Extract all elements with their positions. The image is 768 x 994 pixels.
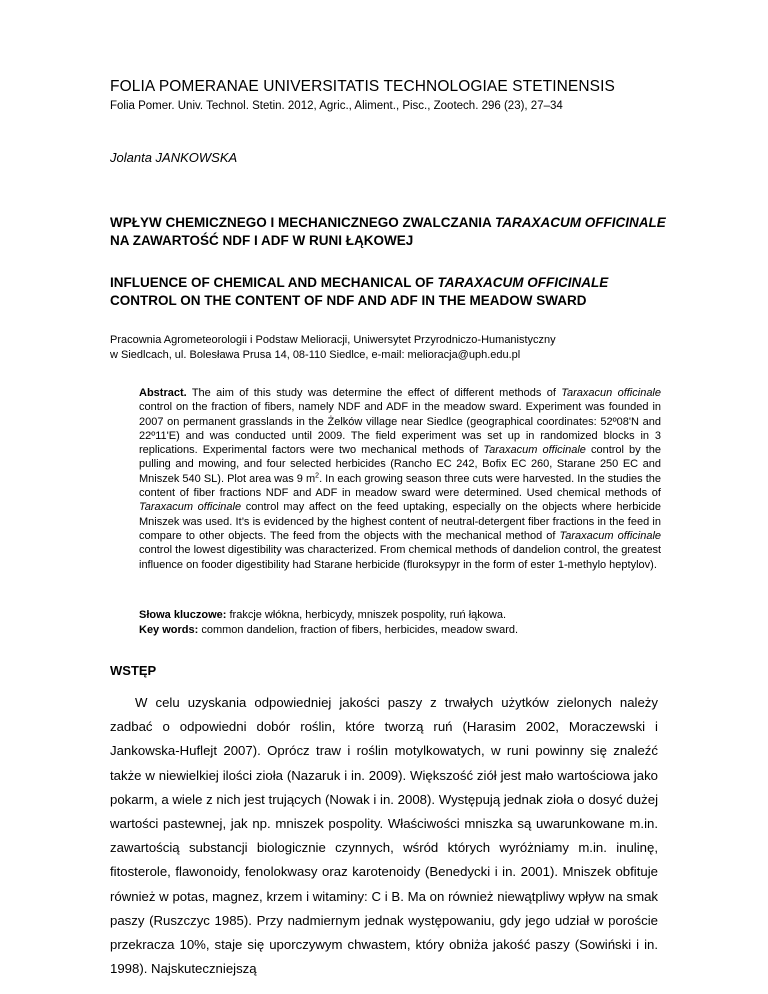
abstract-text-6: control the lowest digestibility was characterized. From chemical methods of dandelion control, the greatest influence on fooder digestibility had Starane herbicide (fluroksypyr in the form of ester 1-methylo heptylov). (139, 544, 661, 571)
abstract-species-3: Taraxacum officinale (139, 501, 242, 514)
keywords-polish (139, 608, 679, 623)
keywords-en-text: common dandelion, fraction of fibers, herbicides, meadow sward. (198, 624, 519, 636)
abstract-text-1: The aim of this study was determine the effect of different methods of (186, 387, 562, 399)
citation-line: Folia Pomer. Univ. Technol. Stetin. 2012, Agric., Aliment., Pisc., Zootech. 296 (23), 27–34 (110, 100, 563, 112)
author-name: Jolanta JANKOWSKA (110, 150, 238, 165)
abstract-label: Abstract. (139, 387, 187, 399)
keywords-pl-label: Słowa kluczowe: (139, 609, 227, 621)
abstract (139, 386, 661, 572)
abstract-text-2: control on the fraction of fibers, namely NDF and ADF in the meadow sward. Experiment was founded in 2007 on permanent grasslands in the Żelków village near Siedlce (geographical coordinates: 52º08'N and 22º11'E) and was conducted until 2009. The field experiment was set up in randomized blocks in 3 replications. Experimental factors were two mechanical methods of (139, 401, 661, 457)
abstract-text-5: control may affect on the feed uptaking, especially on the objects where herbicide Mniszek was used. It’s is evidenced by the highest content of neutral-detergent fiber fractions in the feed in compare to other objects. The feed from the objects with the mechanical method of (139, 501, 662, 542)
title-en-part2: CONTROL ON THE CONTENT OF NDF AND ADF IN THE MEADOW SWARD (110, 293, 587, 308)
title-en-part1: INFLUENCE OF CHEMICAL AND MECHANICAL OF (110, 275, 438, 290)
section-heading: WSTĘP (110, 663, 157, 678)
section-body: W celu uzyskania odpowiedniej jakości paszy z trwałych użytków zielonych należy zadbać o odpowiedni dobór roślin, które tworzą ruń (Harasim 2002, Moraczewski i Jankowska-Huflejt 2007). Oprócz traw i roślin motylkowatych, w runi powinny się znaleźć także w niewielkiej ilości zioła (Nazaruk i in. 2009). Większość ziół jest mało wartościowa jako pokarm, a wiele z nich jest trujących (Nowak i in. 2008). Występują jednak zioła o dosyć dużej wartości pastewnej, jak np. mniszek pospolity. Właściwości mniszka są uwarunkowane m.in. zawartością substancji biologicznie czynnych, wśród których wyróżniamy m.in. inulinę, fitosterole, flawonoidy, fenolokwasy oraz karotenoidy (Benedycki i in. 2001). Mniszek obfituje również w potas, magnez, krzem i witaminy: C i B. Ma on również niewątpliwy wpływ na smak paszy (Ruszczyc 1985). Przy nadmiernym jednak występowaniu, gdy jego udział w poroście przekracza 10%, staje się uporczywym chwastem, który obniża jakość paszy (Sowiński i in. 1998). Najskuteczniejszą (110, 695, 658, 977)
journal-title: FOLIA POMERANAE UNIVERSITATIS TECHNOLOGIAE STETINENSIS (110, 78, 615, 95)
title-pl-species: TARAXACUM OFFICINALE (494, 215, 666, 230)
title-pl-part1: WPŁYW CHEMICZNEGO I MECHANICZNEGO ZWALCZANIA (110, 215, 495, 230)
keywords-en-label: Key words: (139, 624, 199, 636)
abstract-species-4: Taraxacum officinale (559, 529, 662, 542)
abstract-text-4: . In each growing season three cuts were harvested. In the studies the content of fiber fractions NDF and ADF in meadow sward were determined. Used chemical methods of (139, 472, 662, 500)
abstract-text-3: control by the pulling and mowing, and four selected herbicides (Rancho EC 242, Bofix EC 260, Starane 250 EC and Mniszek 540 SL). Plot area was 9 m (139, 444, 662, 485)
keywords-block (139, 608, 679, 638)
abstract-species-1: Taraxacun officinale (561, 387, 661, 399)
title-english (110, 274, 670, 310)
title-en-species: TARAXACUM OFFICINALE (437, 275, 609, 290)
abstract-superscript: 2 (315, 472, 320, 480)
keywords-pl-text: frakcje włókna, herbicydy, mniszek pospolity, ruń łąkowa. (226, 609, 507, 621)
abstract-species-2: Taraxacum officinale (483, 444, 586, 457)
keywords-english (139, 623, 679, 638)
title-pl-part2: NA ZAWARTOŚĆ NDF I ADF W RUNI ŁĄKOWEJ (110, 233, 414, 248)
title-polish (110, 214, 670, 250)
affiliation-line-2: w Siedlcach, ul. Bolesława Prusa 14, 08-110 Siedlce, e-mail: melioracja@uph.edu.pl (110, 349, 521, 361)
affiliation (110, 333, 710, 363)
affiliation-line-1: Pracownia Agrometeorologii i Podstaw Melioracji, Uniwersytet Przyrodniczo-Humanistyczny (110, 334, 556, 346)
